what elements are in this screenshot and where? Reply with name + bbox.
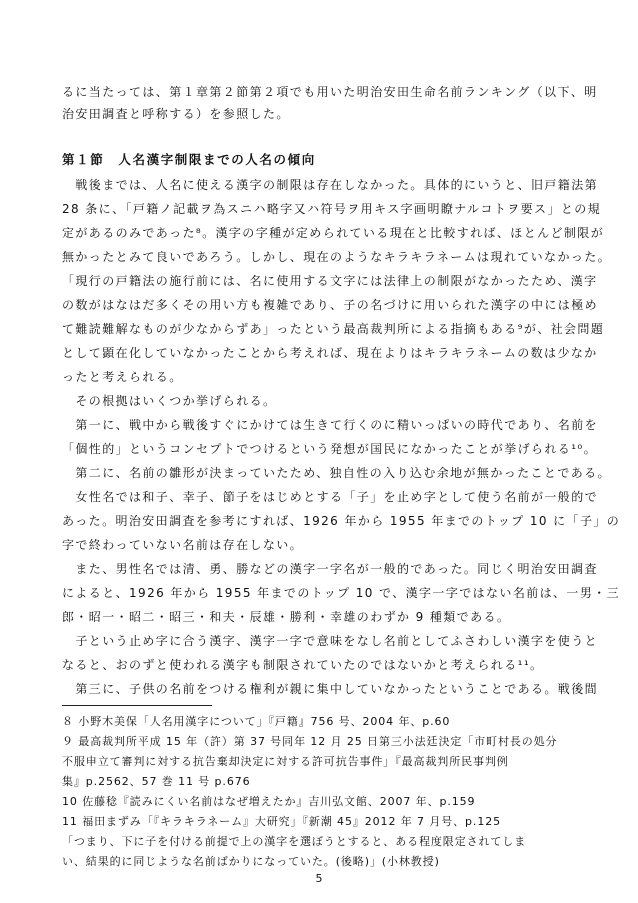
body-line: て難読難解なものが少なからずあ」ったという最高裁判所による指摘もある⁹が、社会問題 bbox=[62, 322, 605, 336]
body-line: 郎・昭一・昭二・昭三・和夫・辰雄・勝利・幸雄のわずか 9 種類である。 bbox=[62, 610, 511, 624]
body-line: ったと考えられる。 bbox=[62, 370, 183, 384]
footnote-line: ８ 小野木美保「人名用漢字について」『戸籍』756 号、2004 年、p.60 bbox=[62, 715, 451, 728]
body-line: なると、おのずと使われる漢字も制限されていたのではないかと考えられる¹¹。 bbox=[62, 658, 544, 672]
body-line: また、男性名では清、勇、勝などの漢字一字名が一般的であった。同じく明治安田調査 bbox=[62, 562, 598, 576]
body-line: あった。明治安田調査を参考にすれば、1926 年から 1955 年までのトップ 10 に「子」の bbox=[62, 514, 621, 528]
body-line: 戦後までは、人名に使える漢字の制限は存在しなかった。具体的にいうと、旧戸籍法第 bbox=[62, 178, 599, 192]
body-line: その根拠はいくつか挙げられる。 bbox=[62, 394, 277, 408]
body-line: 無かったとみて良いであろう。しかし、現在のようなキラキラネームは現れていなかった。 bbox=[62, 250, 612, 264]
footnote-line: 11 福田まずみ「『キラキラネーム』大研究」『新潮 45』2012 年 7 月号、p.125 bbox=[62, 815, 502, 828]
footnote-line: い、結果的に同じような名前ばかりになっていた。(後略)」(小林教授) bbox=[62, 855, 440, 868]
body-line: 定があるのみであった⁸。漢字の字種が定められている現在と比較すれば、ほとんど制限が bbox=[62, 226, 605, 240]
body-line: 字で終わっていない名前は存在しない。 bbox=[62, 538, 304, 552]
body-line: 第一に、戦中から戦後すぐにかけては生きて行くのに精いっぱいの時代であり、名前を bbox=[62, 418, 599, 432]
body-line: の数がはなはだ多くその用い方も複雑であり、子の名づけに用いられた漢字の中には極め bbox=[62, 298, 599, 312]
body-line: 第二に、名前の雛形が決まっていたため、独自性の入り込む余地が無かったことである。 bbox=[62, 466, 611, 480]
body-line: るに当たっては、第１章第２節第２項でも用いた明治安田生命名前ランキング（以下、明 bbox=[62, 85, 598, 99]
footnote-line: 10 佐藤稔『読みにくい名前はなぜ増えたか』吉川弘文館、2007 年、p.159 bbox=[62, 795, 476, 808]
section-heading: 第１節 人名漢字制限までの人名の傾向 bbox=[62, 152, 316, 167]
body-line: 28 条に、「戸籍ノ記載ヲ為スニハ略字又ハ符号ヲ用キス字画明瞭ナルコトヲ要ス」との規 bbox=[62, 202, 602, 216]
body-line: 「現行の戸籍法の施行前には、名に使用する文字には法律上の制限がなかったため、漢字 bbox=[62, 274, 598, 288]
footnote-line: ９ 最高裁判所平成 15 年（許）第 37 号同年 12 月 25 日第三小法廷決定「市町村長の処分 bbox=[62, 735, 558, 748]
body-line: 子という止め字に合う漢字、漢字一字で意味をなし名前としてふさわしい漢字を使うと bbox=[62, 634, 599, 648]
footnote-line: 不服申立て審判に対する抗告棄却決定に対する許可抗告事件」『最高裁判所民事判例 bbox=[62, 755, 509, 768]
footnote-divider bbox=[62, 705, 212, 706]
footnote-line: 「つまり、下に子を付ける前提で上の漢字を選ぼうとすると、ある程度限定されてしま bbox=[62, 835, 527, 848]
body-line: によると、1926 年から 1955 年までのトップ 10 で、漢字一字ではない名前は、一男・三 bbox=[62, 586, 621, 600]
body-line: として顕在化していなかったことから考えれば、現在よりはキラキラネームの数は少なか bbox=[62, 346, 598, 360]
body-line: 「個性的」というコンセプトでつけるという発想が国民になかったことが挙げられる¹⁰。 bbox=[62, 442, 598, 456]
footnote-line: 集』p.2562、57 巻 11 号 p.676 bbox=[62, 775, 251, 788]
page-number: 5 bbox=[315, 872, 323, 885]
body-line: 女性名では和子、幸子、節子をはじめとする「子」を止め字として使う名前が一般的で bbox=[62, 490, 599, 504]
body-line: 治安田調査と呼称する）を参照した。 bbox=[62, 107, 290, 121]
body-line: 第三に、子供の名前をつける権利が親に集中していなかったということである。戦後間 bbox=[62, 682, 599, 696]
